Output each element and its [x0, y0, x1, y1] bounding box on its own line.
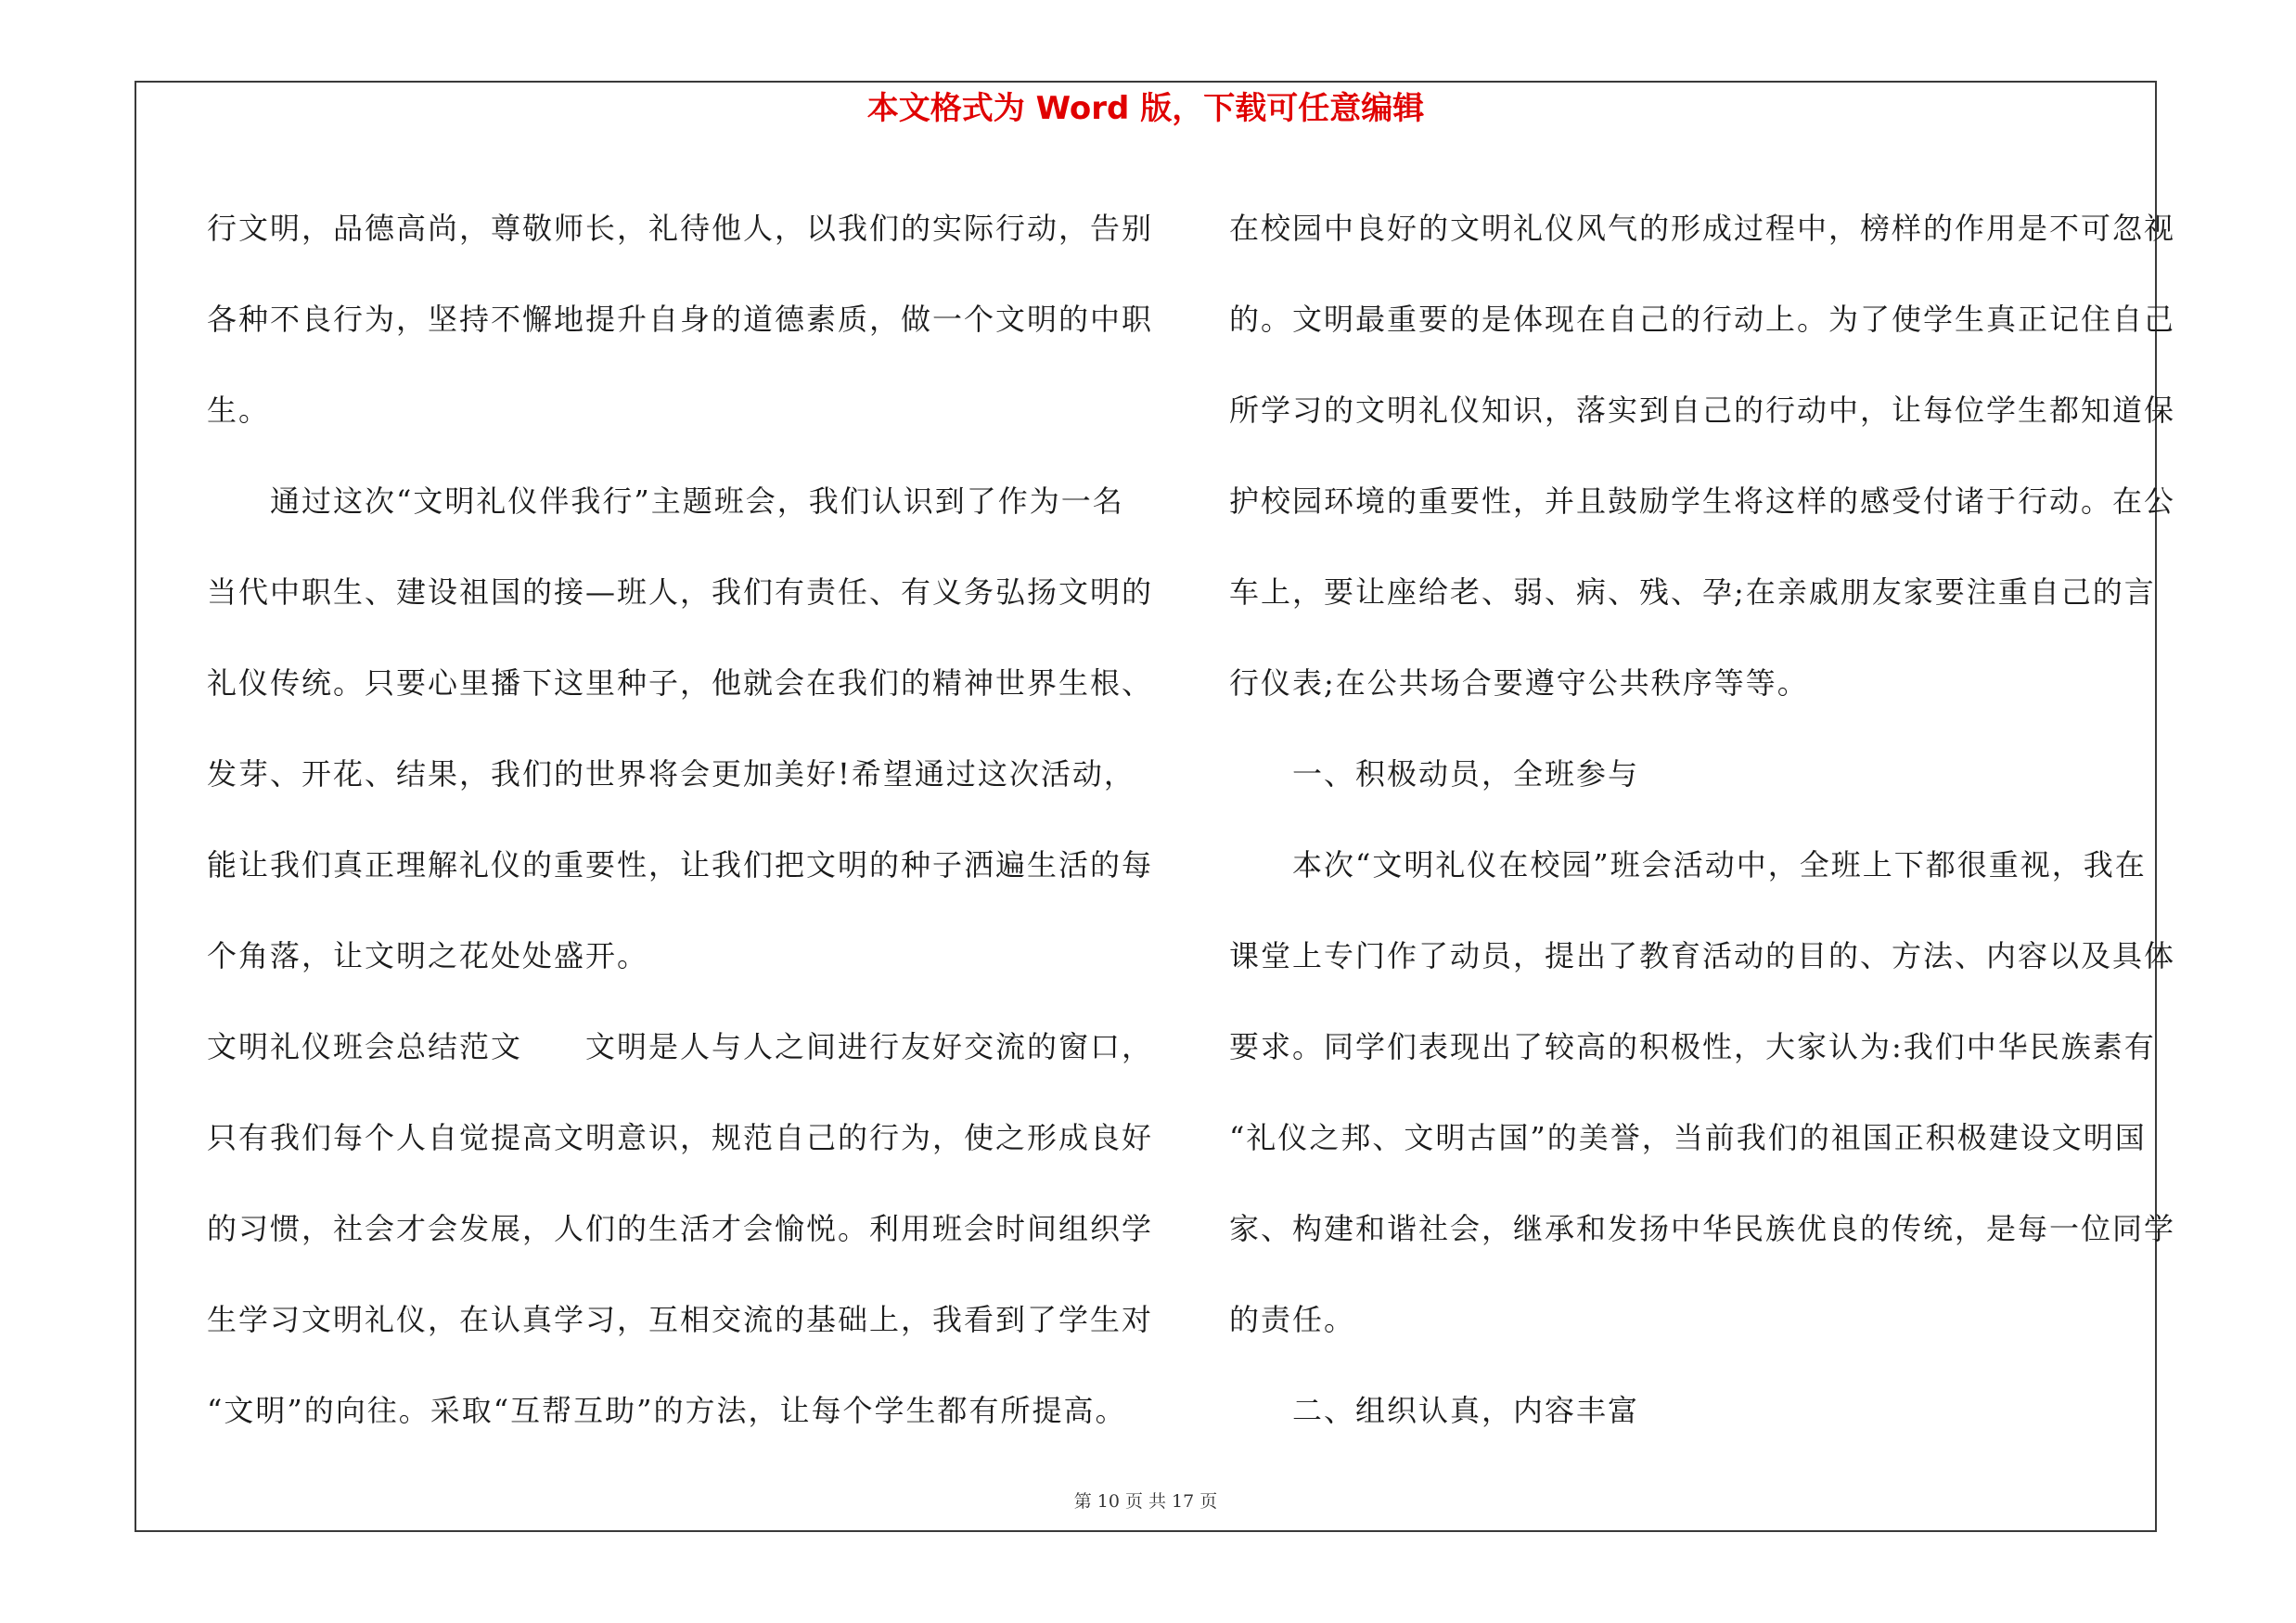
page-number-footer: 第 10 页 共 17 页 — [1073, 1491, 1218, 1512]
section-heading: 一、积极动员，全班参与 — [1229, 756, 1640, 792]
text-line: 生学习文明礼仪，在认真学习，互相交流的基础上，我看到了学生对 — [207, 1302, 1154, 1337]
text-line: 生。 — [207, 393, 271, 428]
text-line: 行文明，品德高尚，尊敬师长，礼待他人，以我们的实际行动，告别 — [207, 211, 1154, 246]
text-line: 发芽、开花、结果，我们的世界将会更加美好!希望通过这次活动， — [207, 756, 1135, 792]
text-line: 的。文明最重要的是体现在自己的行动上。为了使学生真正记住自己 — [1229, 302, 2176, 337]
text-line: 通过这次“文明礼仪伴我行”主题班会，我们认识到了作为一名 — [207, 483, 1124, 519]
text-line: 各种不良行为，坚持不懈地提升自身的道德素质，做一个文明的中职 — [207, 302, 1154, 337]
text-line: 车上，要让座给老、弱、病、残、孕;在亲戚朋友家要注重自己的言 — [1229, 574, 2156, 610]
text-line: 课堂上专门作了动员，提出了教育活动的目的、方法、内容以及具体 — [1229, 938, 2176, 973]
header-banner: 本文格式为 Word 版，下载可任意编辑 — [866, 90, 1425, 127]
text-line: 礼仪传统。只要心里播下这里种子，他就会在我们的精神世界生根、 — [207, 665, 1154, 701]
text-line: 的责任。 — [1229, 1302, 1356, 1337]
text-line: 行仪表;在公共场合要遵守公共秩序等等。 — [1229, 665, 1809, 701]
text-line: “文明”的向往。采取“互帮互助”的方法，让每个学生都有所提高。 — [207, 1393, 1127, 1428]
left-text-column — [207, 183, 1153, 1456]
text-line: 家、构建和谐社会，继承和发扬中华民族优良的传统，是每一位同学 — [1229, 1211, 2176, 1246]
text-line: 的习惯，社会才会发展，人们的生活才会愉悦。利用班会时间组织学 — [207, 1211, 1154, 1246]
text-line: 文明礼仪班会总结范文 文明是人与人之间进行友好交流的窗口， — [207, 1029, 1154, 1064]
text-line: 要求。同学们表现出了较高的积极性，大家认为:我们中华民族素有 — [1229, 1029, 2156, 1064]
text-line: 当代中职生、建设祖国的接—班人，我们有责任、有义务弘扬文明的 — [207, 574, 1154, 610]
text-line: 只有我们每个人自觉提高文明意识，规范自己的行为，使之形成良好 — [207, 1120, 1154, 1155]
text-line: 个角落，让文明之花处处盛开。 — [207, 938, 649, 973]
text-line: 护校园环境的重要性，并且鼓励学生将这样的感受付诸于行动。在公 — [1229, 483, 2176, 519]
text-line: 所学习的文明礼仪知识，落实到自己的行动中，让每位学生都知道保 — [1229, 393, 2176, 428]
text-line: 能让我们真正理解礼仪的重要性，让我们把文明的种子洒遍生活的每 — [207, 847, 1154, 882]
section-heading: 二、组织认真，内容丰富 — [1229, 1393, 1640, 1428]
text-line: “礼仪之邦、文明古国”的美誉，当前我们的祖国正积极建设文明国 — [1229, 1120, 2147, 1155]
text-line: 在校园中良好的文明礼仪风气的形成过程中，榜样的作用是不可忽视 — [1229, 211, 2176, 246]
right-text-column — [1229, 183, 2176, 1456]
text-line: 本次“文明礼仪在校园”班会活动中，全班上下都很重视，我在 — [1229, 847, 2147, 882]
